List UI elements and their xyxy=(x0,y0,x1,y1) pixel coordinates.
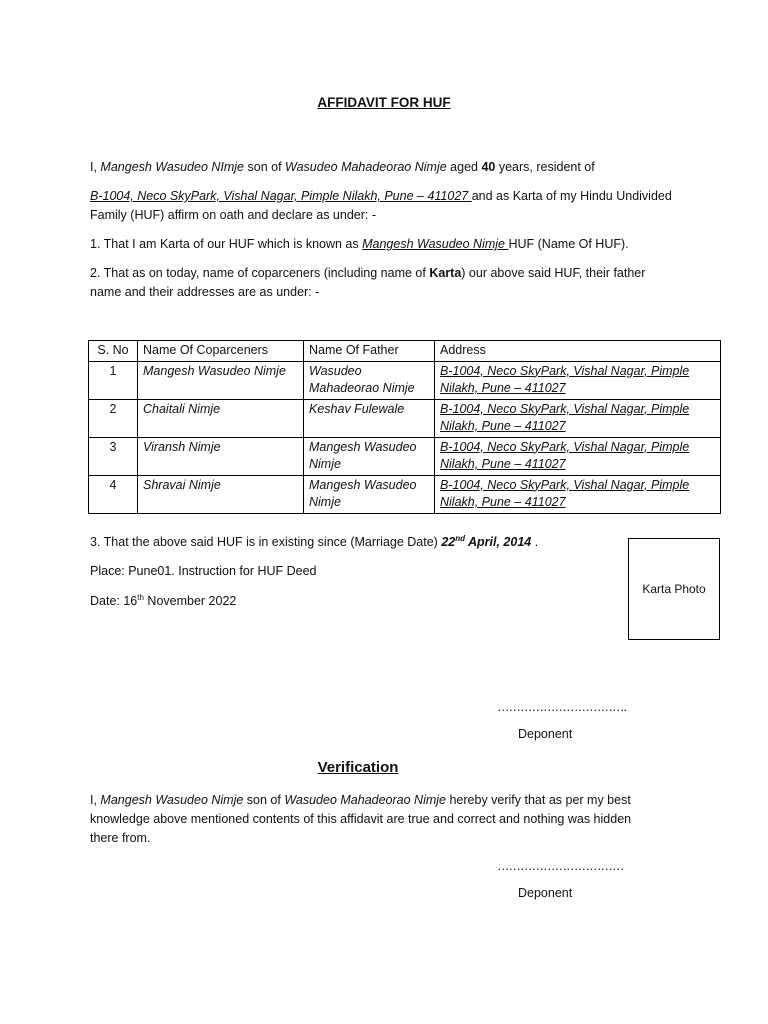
row-father: Mangesh Wasudeo Nimje xyxy=(304,437,435,475)
place-line: Place: Pune01. Instruction for HUF Deed xyxy=(90,564,317,578)
verif-name: Mangesh Wasudeo Nimje xyxy=(100,793,244,807)
intro-prefix: I, xyxy=(90,160,101,174)
intro-line-1 xyxy=(90,158,690,177)
father-name: Wasudeo Mahadeorao Nimje xyxy=(285,160,447,174)
row-address: B-1004, Neco SkyPark, Vishal Nagar, Pimple Nilakh, Pune – 411027 xyxy=(435,437,721,475)
age-value: 40 xyxy=(481,160,496,174)
verif-son-of: son of xyxy=(243,793,285,807)
point-1 xyxy=(90,235,690,254)
deponent-label-2: Deponent xyxy=(518,886,573,900)
verification-text xyxy=(90,791,690,848)
point-2-line2: name and their addresses are as under: - xyxy=(90,285,320,299)
header-name: Name Of Coparceners xyxy=(138,341,304,362)
row-name: Shravai Nimje xyxy=(138,475,304,513)
date-sup: th xyxy=(137,593,144,602)
point-1-suffix: HUF (Name Of HUF). xyxy=(508,237,629,251)
row-sno: 1 xyxy=(89,361,138,399)
coparceners-table xyxy=(88,340,721,514)
verification-title: Verification xyxy=(317,759,399,776)
document-title: AFFIDAVIT FOR HUF xyxy=(317,95,451,110)
row-name: Chaitali Nimje xyxy=(138,399,304,437)
point-1-prefix: 1. That I am Karta of our HUF which is known as xyxy=(90,237,363,251)
table-row xyxy=(89,437,721,475)
header-sno: S. No xyxy=(89,341,138,362)
point-3-end: . xyxy=(531,535,539,550)
table-header-row xyxy=(89,341,721,362)
deponent-label-1: Deponent xyxy=(518,727,573,741)
marriage-day: 22 xyxy=(441,535,456,550)
verif-line2: knowledge above mentioned contents of this affidavit are true and correct and nothing was hidden xyxy=(90,812,632,826)
point-2-karta: Karta xyxy=(429,266,462,280)
marriage-day-sup: nd xyxy=(455,534,465,543)
signature-line-1: ……………………………. xyxy=(497,700,626,714)
row-father: Mangesh Wasudeo Nimje xyxy=(304,475,435,513)
intro-address-block xyxy=(90,187,690,225)
row-address: B-1004, Neco SkyPark, Vishal Nagar, Pimple Nilakh, Pune – 411027 xyxy=(435,399,721,437)
intro-tail-1: and as Karta of my Hindu Undivided xyxy=(471,189,672,203)
row-father: Wasudeo Mahadeorao Nimje xyxy=(304,361,435,399)
karta-photo-placeholder xyxy=(628,538,720,640)
point-2-line1a: 2. That as on today, name of coparceners (including name of xyxy=(90,266,430,280)
verif-line3: there from. xyxy=(90,831,151,845)
date-rest: November 2022 xyxy=(143,594,237,609)
table-row xyxy=(89,361,721,399)
marriage-month-year: April, 2014 xyxy=(465,535,532,550)
aged-suffix: years, resident of xyxy=(495,160,595,174)
table-row xyxy=(89,399,721,437)
date-prefix: Date: 16 xyxy=(90,594,138,609)
verif-father: Wasudeo Mahadeorao Nimje xyxy=(284,793,446,807)
huf-name: Mangesh Wasudeo Nimje xyxy=(362,237,509,251)
header-address: Address xyxy=(435,341,721,362)
row-sno: 4 xyxy=(89,475,138,513)
point-2-line1b: ) our above said HUF, their father xyxy=(461,266,646,280)
karta-photo-label: Karta Photo xyxy=(642,582,706,596)
row-sno: 2 xyxy=(89,399,138,437)
row-father: Keshav Fulewale xyxy=(304,399,435,437)
verif-prefix: I, xyxy=(90,793,101,807)
row-address: B-1004, Neco SkyPark, Vishal Nagar, Pimple Nilakh, Pune – 411027 xyxy=(435,361,721,399)
aged-prefix: aged xyxy=(446,160,482,174)
karta-address: B-1004, Neco SkyPark, Vishal Nagar, Pimple Nilakh, Pune – 411027 xyxy=(90,189,472,203)
row-address: B-1004, Neco SkyPark, Vishal Nagar, Pimple Nilakh, Pune – 411027 xyxy=(435,475,721,513)
point-3-prefix: 3. That the above said HUF is in existing since (Marriage Date) xyxy=(90,535,442,550)
karta-name: Mangesh Wasudeo NImje xyxy=(100,160,245,174)
signature-line-2: …………………………… xyxy=(497,859,624,873)
row-name: Viransh Nimje xyxy=(138,437,304,475)
verif-line1-rest: hereby verify that as per my best xyxy=(446,793,631,807)
table-row xyxy=(89,475,721,513)
son-of-text: son of xyxy=(244,160,286,174)
intro-tail-2: Family (HUF) affirm on oath and declare as under: - xyxy=(90,208,376,222)
point-2 xyxy=(90,264,690,302)
point-3 xyxy=(90,534,538,549)
date-line xyxy=(90,593,236,608)
header-father: Name Of Father xyxy=(304,341,435,362)
row-name: Mangesh Wasudeo Nimje xyxy=(138,361,304,399)
row-sno: 3 xyxy=(89,437,138,475)
